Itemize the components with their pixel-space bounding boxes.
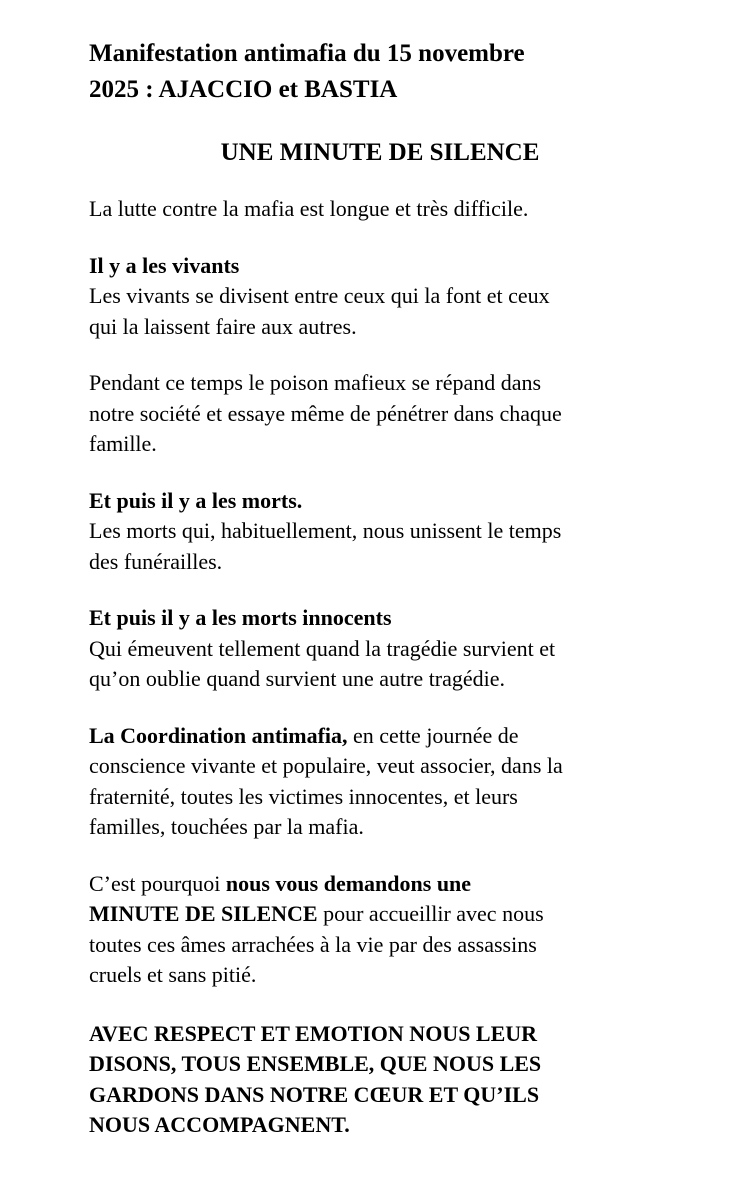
paragraph-line: Qui émeuvent tellement quand la tragédie survient et <box>89 635 556 661</box>
paragraph-line: notre société et essaye même de pénétrer dans chaque <box>89 400 562 426</box>
closing-line: NOUS ACCOMPAGNENT. <box>89 1112 350 1137</box>
section-morts <box>89 486 671 578</box>
request-plain: pour accueillir avec nous <box>317 901 544 926</box>
section-heading: Et puis il y a les morts. <box>89 487 303 513</box>
coordination-lead: La Coordination antimafia, <box>89 722 348 748</box>
closing-statement <box>89 1019 671 1141</box>
poison-paragraph <box>89 368 671 460</box>
request-bold: MINUTE DE SILENCE <box>89 901 318 926</box>
intro-paragraph <box>89 194 671 225</box>
document-title <box>89 36 671 108</box>
paragraph-line: toutes ces âmes arrachées à la vie par des assassins <box>89 931 537 957</box>
closing-line: DISONS, TOUS ENSEMBLE, QUE NOUS LES <box>89 1051 542 1076</box>
closing-line: GARDONS DANS NOTRE CŒUR ET QU’ILS <box>89 1081 540 1107</box>
paragraph-line: Les vivants se divisent entre ceux qui la font et ceux <box>89 283 550 308</box>
paragraph-line: familles, touchées par la mafia. <box>89 814 364 839</box>
section-heading: Il y a les vivants <box>89 252 240 278</box>
paragraph-line: famille. <box>89 431 157 456</box>
paragraph-line: Les morts qui, habituellement, nous unissent le temps <box>89 518 562 543</box>
coordination-paragraph <box>89 721 671 843</box>
section-innocents <box>89 603 671 695</box>
paragraph-line <box>89 899 671 930</box>
paragraph-line: qui la laissent faire aux autres. <box>89 313 357 339</box>
title-line: Manifestation antimafia du 15 novembre <box>89 40 525 67</box>
paragraph-line: conscience vivante et populaire, veut associer, dans la <box>89 753 563 778</box>
paragraph-line: cruels et sans pitié. <box>89 962 257 987</box>
request-paragraph <box>89 869 671 991</box>
paragraph-line: qu’on oublie quand survient une autre tragédie. <box>89 666 506 691</box>
intro-line: La lutte contre la mafia est longue et très difficile. <box>89 196 529 221</box>
section-vivants <box>89 251 671 343</box>
coordination-rest: en cette journée de <box>347 722 519 748</box>
paragraph-line: des funérailles. <box>89 548 223 574</box>
paragraph-line <box>89 869 671 900</box>
request-plain: C’est pourquoi <box>89 870 226 896</box>
paragraph-line <box>89 721 671 752</box>
paragraph-line: fraternité, toutes les victimes innocentes, et leurs <box>89 783 518 809</box>
request-bold: nous vous demandons une <box>225 870 472 896</box>
section-heading: Et puis il y a les morts innocents <box>89 605 392 630</box>
document-body <box>89 194 671 1141</box>
document-subtitle: UNE MINUTE DE SILENCE <box>220 139 540 166</box>
paragraph-line: Pendant ce temps le poison mafieux se répand dans <box>89 370 542 395</box>
title-line: 2025 : AJACCIO et BASTIA <box>89 76 398 103</box>
closing-line: AVEC RESPECT ET EMOTION NOUS LEUR <box>89 1020 538 1046</box>
